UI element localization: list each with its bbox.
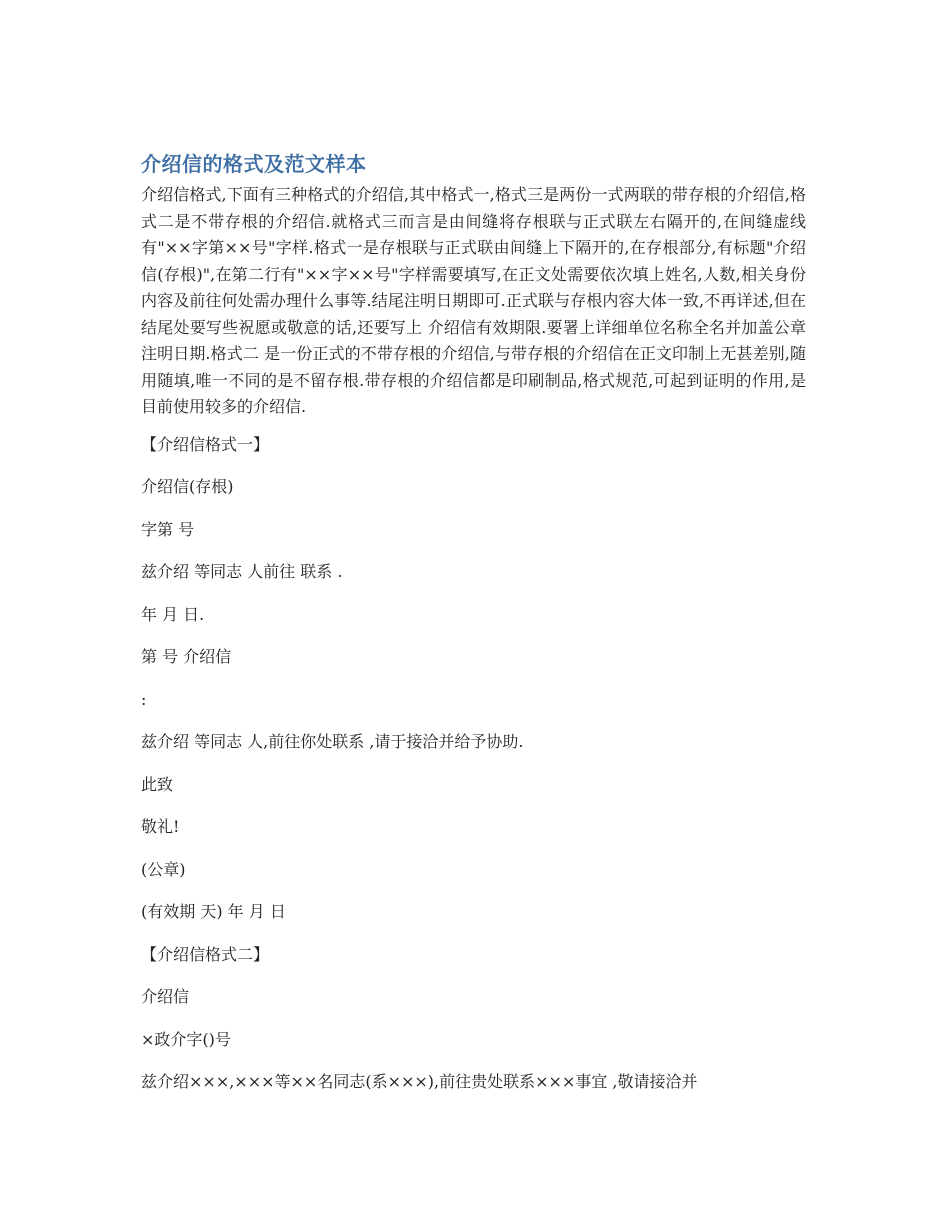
- salute-line: 敬礼!: [141, 817, 180, 836]
- stub-body-line: 兹介绍 等同志 人前往 联系 .: [141, 562, 343, 581]
- letter-title: 介绍信: [141, 987, 190, 1006]
- document-title: 介绍信的格式及范文样本: [141, 152, 367, 176]
- recipient-line: :: [141, 689, 147, 709]
- section-heading-format-1: 【介绍信格式一】: [141, 434, 270, 454]
- stub-title: 介绍信(存根): [141, 477, 234, 496]
- section-heading-format-2: 【介绍信格式二】: [141, 944, 270, 964]
- intro-paragraph: 介绍信格式,下面有三种格式的介绍信,其中格式一,格式三是两份一式两联的带存根的介绍信,格式二是不带存根的介绍信.就格式三而言是由间缝将存根联与正式联左右隔开的,在间缝虚线有"××字第××号"字样.格式一是存根联与正式联由间缝上下隔开的,在存根部分,有标题"介绍信(存根)",在第二行有"××字××号"字样需要填写,在正文处需要依次填上姓名,人数,相关身份内容及前往何处需办理什么事等.结尾注明日期即可.正式联与存根内容大体一致,不再详述,但在结尾处要写些祝愿或敬意的话,还要写上 介绍信有效期限.要署上详细单位名称全名并加盖公章注明日期.格式二 是一份正式的不带存根的介绍信,与带存根的介绍信在正文印制上无甚差别,随用随填,唯一不同的是不留存根.带存根的介绍信都是印刷制品,格式规范,可起到证明的作用,是目前使用较多的介绍信.: [141, 185, 806, 416]
- stub-date-line: 年 月 日.: [141, 604, 205, 624]
- letter-reference-line: ×政介字()号: [141, 1029, 231, 1049]
- document-page: [141, 150, 806, 1115]
- stub-number-line: 字第 号: [141, 519, 195, 539]
- seal-line: (公章): [141, 859, 186, 879]
- letter-number-line: 第 号 介绍信: [141, 647, 232, 666]
- letter-body-line: 兹介绍 等同志 人,前往你处联系 ,请于接洽并给予协助.: [141, 732, 524, 751]
- closing-line: 此致: [141, 774, 174, 794]
- validity-date-line: (有效期 天) 年 月 日: [141, 902, 286, 921]
- letter-body-line-2: 兹介绍×××,×××等××名同志(系×××),前往贵处联系×××事宜 ,敬请接洽并: [141, 1072, 698, 1091]
